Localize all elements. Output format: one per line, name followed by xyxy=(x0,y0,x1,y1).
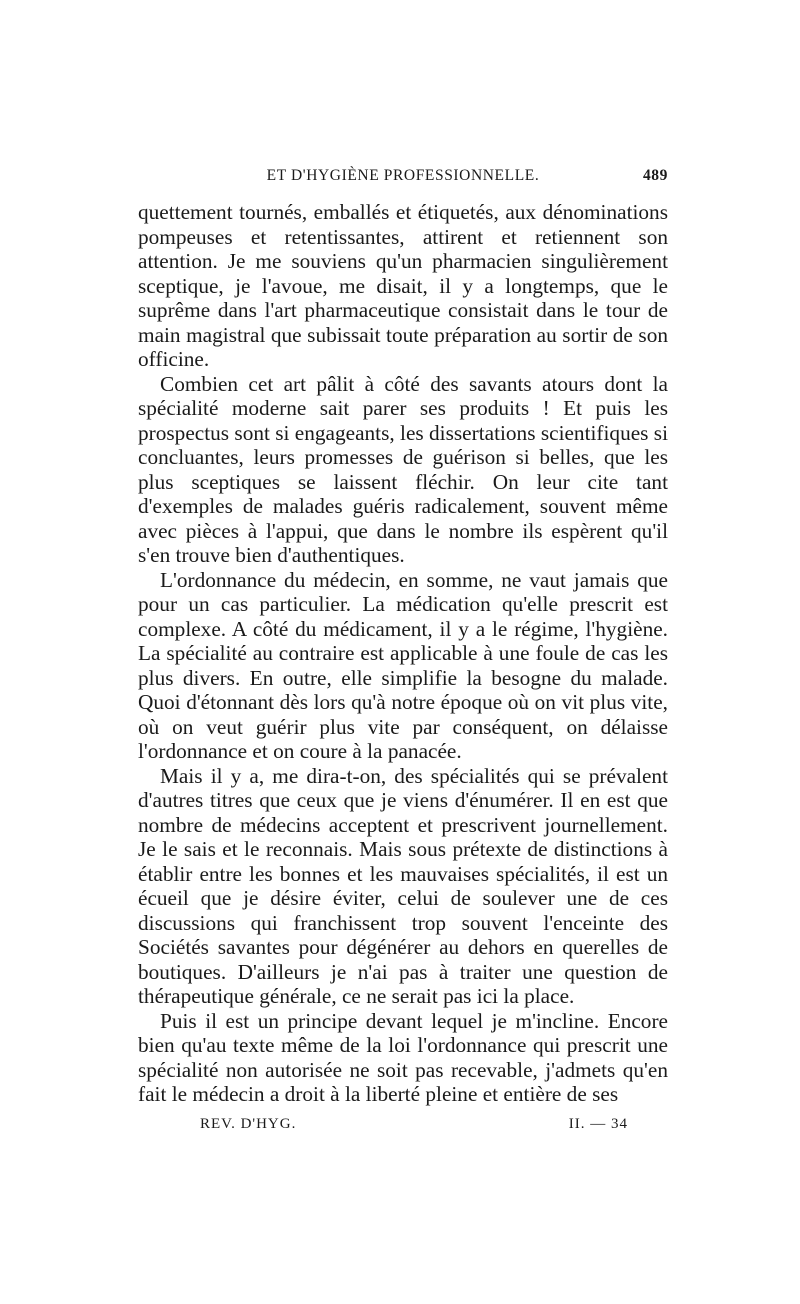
page-footer xyxy=(138,1116,668,1138)
signature-mark-left: REV. D'HYG. xyxy=(200,1116,297,1132)
page-number: 489 xyxy=(642,167,668,184)
paragraph: Combien cet art pâlit à côté des savants atours dont la spécialité moderne sait parer ses produits ! Et puis les prospectus sont si engageants, les dissertations scientifiques si concluantes, leurs promesses de guérison si belles, que les plus sceptiques se laissent fléchir. On leur cite tant d'exemples de malades guéris radicalement, souvent même avec pièces à l'appui, que dans le nombre ils espèrent qu'il s'en trouve bien d'authentiques. xyxy=(138,371,668,567)
signature-mark-right: II. — 34 xyxy=(568,1116,628,1132)
paragraph: Mais il y a, me dira-t-on, des spécialités qui se prévalent d'autres titres que ceux que je viens d'énumérer. Il en est que nombre de médecins acceptent et prescrivent journellement. Je le sais et le reconnais. Mais sous prétexte de distinctions à établir entre les bonnes et les mauvaises spécialités, il est un écueil que je désire éviter, celui de soulever une de ces discussions qui franchissent trop souvent l'enceinte des Sociétés savantes pour dégénérer au dehors en querelles de boutiques. D'ailleurs je n'ai pas à traiter une question de thérapeutique générale, ce ne serait pas ici la place. xyxy=(138,763,668,1008)
body-text xyxy=(138,200,668,1107)
page-header xyxy=(138,167,668,191)
running-title: ET D'HYGIÈNE PROFESSIONNELLE. xyxy=(266,167,540,184)
paragraph: L'ordonnance du médecin, en somme, ne vaut jamais que pour un cas particulier. La médication qu'elle prescrit est complexe. A côté du médicament, il y a le régime, l'hygiène. La spécialité au contraire est applicable à une foule de cas les plus divers. En outre, elle simplifie la besogne du malade. Quoi d'étonnant dès lors qu'à notre époque où on vit plus vite, où on veut guérir plus vite par conséquent, on délaisse l'ordonnance et on coure à la panacée. xyxy=(138,567,668,763)
paragraph: Puis il est un principe devant lequel je m'incline. Encore bien qu'au texte même de la loi l'ordonnance qui prescrit une spécialité non autorisée ne soit pas recevable, j'admets qu'en fait le médecin a droit à la liberté pleine et entière de ses xyxy=(138,1008,668,1106)
paragraph-continued: quettement tournés, emballés et étiquetés, aux dénominations pompeuses et retentissantes, attirent et retiennent son attention. Je me souviens qu'un pharmacien singulièrement sceptique, je l'avoue, me disait, il y a longtemps, que le suprême dans l'art pharmaceutique consistait dans le tour de main magistral que subissait toute préparation au sortir de son officine. xyxy=(138,200,668,371)
